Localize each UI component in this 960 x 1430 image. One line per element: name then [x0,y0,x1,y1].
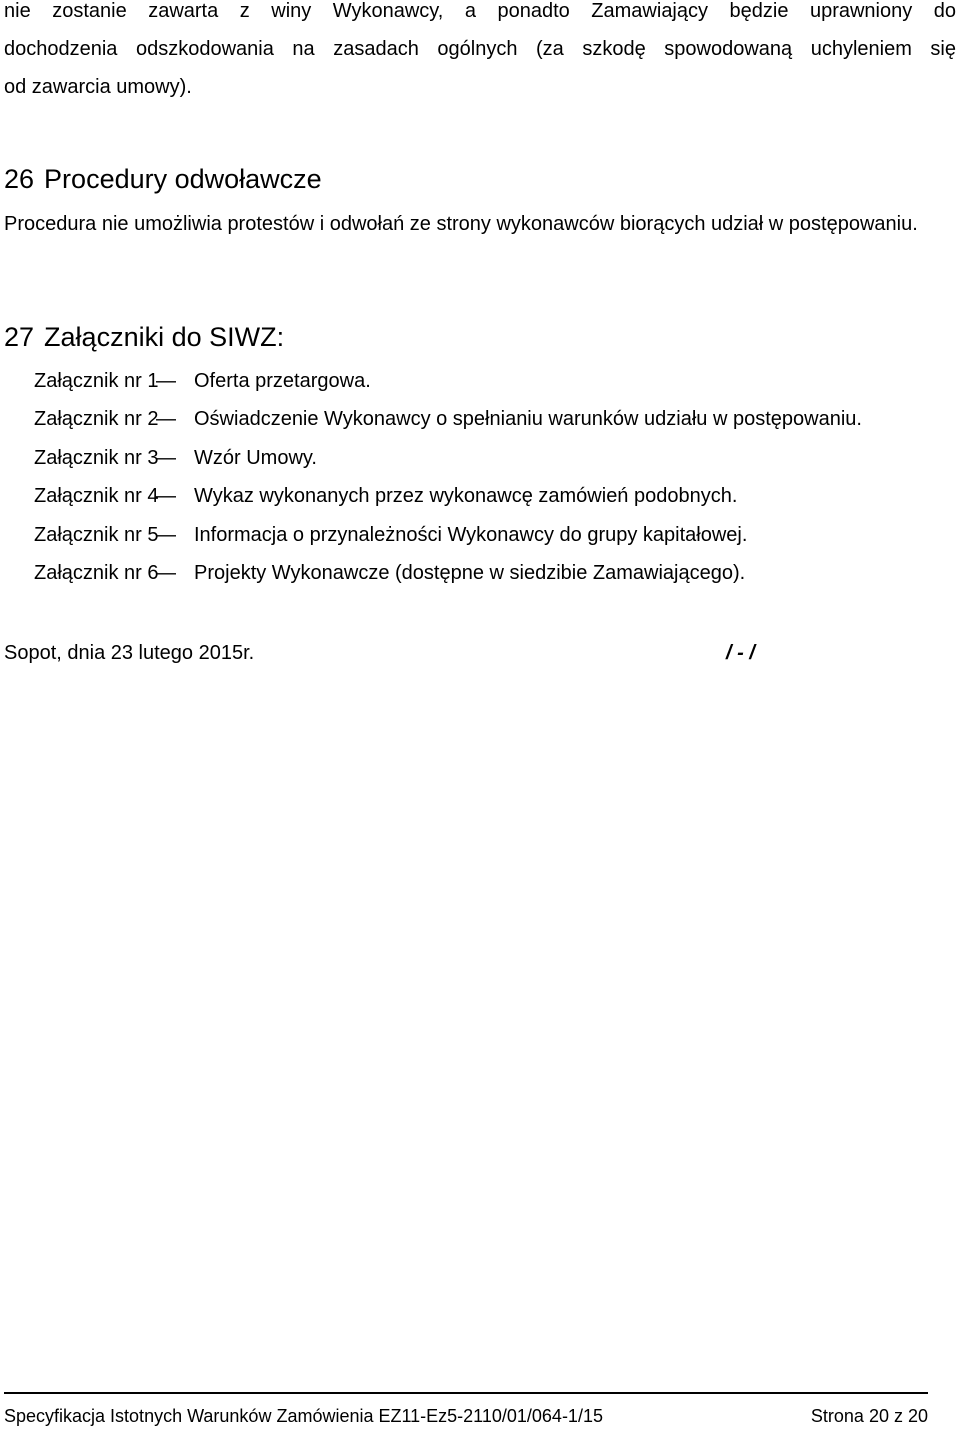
attachment-label: Załącznik nr 4 [34,485,159,508]
attachment-label: Załącznik nr 6 [34,561,159,584]
section-26-heading [4,162,322,196]
intro-paragraph [4,0,956,106]
attachment-description: Wzór Umowy. [194,446,317,469]
attachment-dash: — [156,523,176,546]
section-27-title: Załączniki do SIWZ: [44,322,285,352]
attachment-label: Załącznik nr 5 [34,523,159,546]
attachment-dash: — [156,446,176,469]
attachment-dash: — [156,370,176,392]
intro-line-3: od zawarcia umowy). [4,76,192,98]
attachment-item-5 [34,516,954,554]
intro-line-2: dochodzenia odszkodowania na zasadach ogólnych (za szkodę spowodowaną uchyleniem się [4,38,956,60]
footer-document-title: Specyfikacja Istotnych Warunków Zamówienia EZ11-Ez5-2110/01/064-1/15 [4,1406,603,1426]
attachment-dash: — [156,408,176,431]
section-26-body: Procedura nie umożliwia protestów i odwołań ze strony wykonawców biorących udział w postępowaniu. [4,213,918,235]
attachment-item-4 [34,477,954,515]
attachment-dash: — [156,485,176,508]
attachment-label: Załącznik nr 1 [34,370,159,392]
attachments-list [34,362,954,592]
place-and-date: Sopot, dnia 23 lutego 2015r. [4,642,255,664]
intro-line-1: nie zostanie zawarta z winy Wykonawcy, a ponadto Zamawiający będzie uprawniony do [4,0,956,22]
signature-placeholder: / - / [726,642,755,664]
attachment-item-1 [34,362,954,400]
attachment-item-3 [34,439,954,477]
attachment-label: Załącznik nr 3 [34,446,159,469]
attachment-description: Oświadczenie Wykonawcy o spełnianiu warunków udziału w postępowaniu. [194,408,862,431]
attachment-description: Wykaz wykonanych przez wykonawcę zamówień podobnych. [194,485,738,508]
section-26-number: 26 [4,164,35,194]
attachment-description: Oferta przetargowa. [194,370,371,392]
attachment-item-6 [34,554,954,592]
section-26-title: Procedury odwoławcze [44,164,322,194]
attachment-description: Informacja o przynależności Wykonawcy do grupy kapitałowej. [194,523,748,546]
attachment-label: Załącznik nr 2 [34,408,159,431]
attachment-item-2 [34,400,954,438]
section-27-number: 27 [4,322,35,352]
footer-divider [4,1392,928,1394]
footer-page-number: Strona 20 z 20 [810,1406,928,1426]
section-27-heading [4,320,284,354]
attachment-dash: — [156,561,176,584]
attachment-description: Projekty Wykonawcze (dostępne w siedzibie Zamawiającego). [194,561,746,584]
